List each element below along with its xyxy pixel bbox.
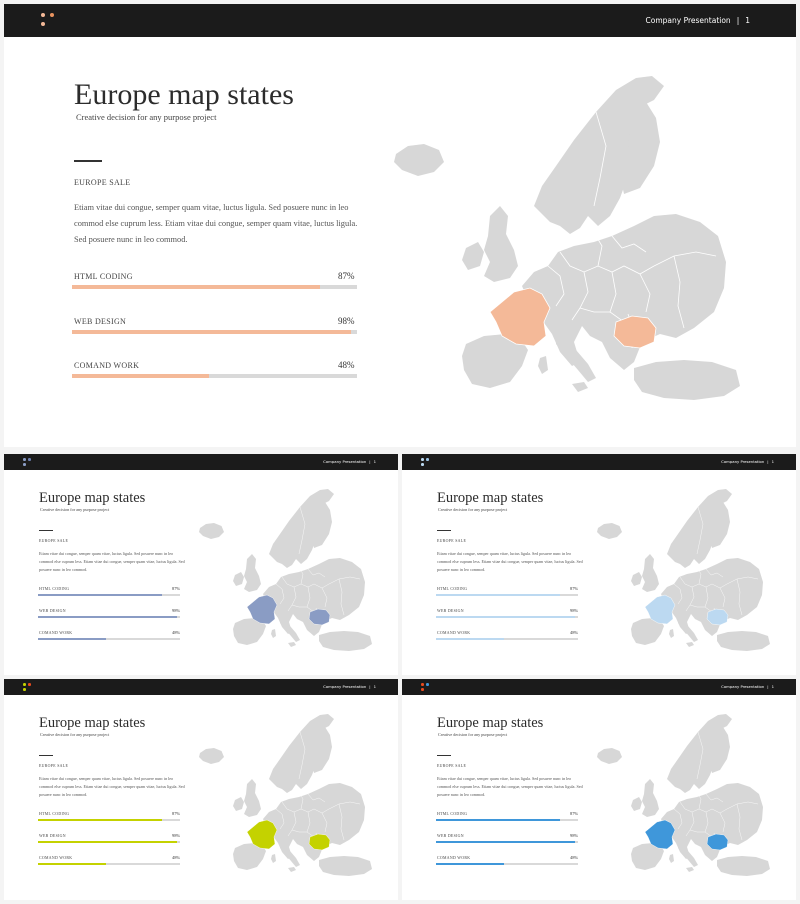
map-iceland	[597, 748, 622, 764]
map-sardinia	[271, 854, 276, 863]
skill-progress-track	[436, 594, 578, 596]
skill-progress-fill	[436, 863, 504, 865]
header-company	[721, 684, 774, 689]
page-number: 1	[745, 16, 750, 25]
skill-label: WEB DESIGN	[437, 609, 464, 613]
map-ireland	[631, 797, 642, 811]
top-bar	[4, 4, 796, 37]
map-continent	[661, 783, 763, 861]
skill-label: COMAND WORK	[39, 631, 73, 635]
map-iceland	[597, 523, 622, 539]
skill-progress-track	[436, 638, 578, 640]
company-name: Company Presentation	[645, 16, 731, 25]
divider	[437, 530, 451, 531]
divider	[74, 160, 102, 162]
skill-label: HTML CODING	[39, 812, 70, 816]
header-company	[646, 16, 750, 25]
map-iceland	[199, 748, 224, 764]
page-number: 1	[771, 684, 774, 689]
skill-label: WEB DESIGN	[39, 834, 66, 838]
skill-progress-track	[436, 819, 578, 821]
slide-subtitle: Creative decision for any purpose project	[40, 507, 110, 512]
europe-map	[592, 709, 772, 879]
skill-progress-fill	[72, 330, 351, 334]
slide-variant-light-blue	[402, 454, 796, 675]
divider	[437, 755, 451, 756]
map-sicily	[686, 642, 694, 647]
skill-progress-track	[72, 285, 357, 289]
map-iceland	[199, 523, 224, 539]
map-ireland	[631, 572, 642, 586]
brand-logo-icon	[23, 683, 31, 691]
skill-percent: 98%	[570, 833, 579, 838]
skill-percent: 48%	[338, 360, 355, 370]
body-text: Etiam vitae dui congue, semper quam vitae, luctus ligula. Sed posuere nunc in leo commod else cuprum less. Etiam vitae dui congue, semper quam vitae, luctus ligula. Sed posuere nunc in leo commod.	[437, 551, 583, 572]
skill-progress-track	[38, 594, 180, 596]
map-turkey	[717, 856, 770, 876]
skill-percent: 48%	[570, 630, 579, 635]
section-label: EUROPE SALE	[74, 178, 131, 187]
page-number: 1	[373, 459, 376, 464]
skill-progress-fill	[38, 819, 162, 821]
map-turkey	[319, 631, 372, 651]
skill-progress-fill	[436, 616, 575, 618]
map-continent	[263, 783, 365, 861]
skill-progress-fill	[38, 616, 177, 618]
skill-percent: 98%	[338, 316, 355, 326]
slide-subtitle: Creative decision for any purpose project	[438, 732, 508, 737]
skill-progress-track	[38, 863, 180, 865]
slide-title: Europe map states	[437, 490, 544, 506]
map-continent	[661, 558, 763, 636]
slide-subtitle: Creative decision for any purpose project	[76, 112, 217, 122]
skill-percent: 87%	[338, 271, 355, 281]
brand-logo-icon	[421, 458, 429, 466]
skill-percent: 98%	[172, 833, 181, 838]
divider	[39, 755, 53, 756]
map-sardinia	[669, 629, 674, 638]
skill-label: HTML CODING	[437, 587, 468, 591]
skill-label: COMAND WORK	[39, 856, 73, 860]
map-sicily	[288, 642, 296, 647]
skill-label: HTML CODING	[74, 272, 133, 281]
brand-logo-icon	[421, 683, 429, 691]
section-label: EUROPE SALE	[437, 764, 467, 768]
section-label: EUROPE SALE	[39, 764, 69, 768]
map-ireland	[462, 242, 484, 270]
page-number: 1	[771, 459, 774, 464]
map-great-britain	[244, 779, 261, 817]
company-name: Company Presentation	[721, 684, 765, 689]
map-sardinia	[538, 356, 548, 374]
skill-progress-track	[38, 616, 180, 618]
slide-subtitle: Creative decision for any purpose project	[438, 507, 508, 512]
skill-label: HTML CODING	[437, 812, 468, 816]
skill-progress-track	[436, 841, 578, 843]
map-continent	[522, 214, 726, 370]
skill-percent: 98%	[570, 608, 579, 613]
section-label: EUROPE SALE	[437, 539, 467, 543]
skill-progress-track	[72, 374, 357, 378]
skill-progress-track	[38, 819, 180, 821]
header-separator: |	[369, 459, 371, 464]
skill-progress-fill	[436, 841, 575, 843]
skill-label: COMAND WORK	[437, 856, 471, 860]
skill-progress-fill	[72, 374, 209, 378]
map-sicily	[686, 867, 694, 872]
skill-label: WEB DESIGN	[437, 834, 464, 838]
slide-subtitle: Creative decision for any purpose project	[40, 732, 110, 737]
skill-progress-fill	[72, 285, 320, 289]
skill-label: WEB DESIGN	[39, 609, 66, 613]
slide-title: Europe map states	[39, 490, 146, 506]
skill-progress-fill	[38, 638, 106, 640]
map-sardinia	[271, 629, 276, 638]
header-company	[323, 459, 376, 464]
skill-label: COMAND WORK	[74, 361, 140, 370]
skill-label: HTML CODING	[39, 587, 70, 591]
skill-label: COMAND WORK	[437, 631, 471, 635]
company-name: Company Presentation	[323, 684, 367, 689]
company-name: Company Presentation	[721, 459, 765, 464]
skill-progress-track	[72, 330, 357, 334]
header-separator: |	[369, 684, 371, 689]
skill-progress-track	[38, 638, 180, 640]
map-ireland	[233, 797, 244, 811]
body-text: Etiam vitae dui congue, semper quam vitae, luctus ligula. Sed posuere nunc in leo commod else cuprum less. Etiam vitae dui congue, semper quam vitae, luctus ligula. Sed posuere nunc in leo commod.	[39, 551, 185, 572]
brand-logo-icon	[41, 13, 55, 27]
section-label: EUROPE SALE	[39, 539, 69, 543]
map-great-britain	[484, 206, 518, 282]
skill-progress-fill	[436, 594, 560, 596]
skill-progress-fill	[38, 863, 106, 865]
header-separator: |	[736, 16, 740, 25]
map-sicily	[288, 867, 296, 872]
map-great-britain	[642, 554, 659, 592]
map-great-britain	[642, 779, 659, 817]
skill-progress-track	[436, 863, 578, 865]
top-bar	[4, 454, 398, 470]
body-text: Etiam vitae dui congue, semper quam vitae, luctus ligula. Sed posuere nunc in leo commod else cuprum less. Etiam vitae dui congue, semper quam vitae, luctus ligula. Sed posuere nunc in leo commod.	[39, 776, 185, 797]
divider	[39, 530, 53, 531]
europe-map	[592, 484, 772, 654]
top-bar	[4, 679, 398, 695]
page-number: 1	[373, 684, 376, 689]
top-bar	[402, 679, 796, 695]
skill-progress-fill	[436, 819, 560, 821]
header-separator: |	[767, 459, 769, 464]
skill-percent: 87%	[570, 586, 579, 591]
map-sardinia	[669, 854, 674, 863]
skill-label: WEB DESIGN	[74, 317, 127, 326]
slide-variant-lime	[4, 679, 398, 900]
map-sicily	[572, 382, 588, 392]
skill-percent: 87%	[172, 586, 181, 591]
skill-progress-track	[38, 841, 180, 843]
slide-variant-blue-gray	[4, 454, 398, 675]
skill-progress-fill	[436, 638, 504, 640]
header-company	[323, 684, 376, 689]
map-continent	[263, 558, 365, 636]
europe-map	[384, 66, 744, 406]
header-company	[721, 459, 774, 464]
slide-title: Europe map states	[74, 78, 294, 111]
map-great-britain	[244, 554, 261, 592]
map-ireland	[233, 572, 244, 586]
skill-percent: 48%	[172, 630, 181, 635]
slide-title: Europe map states	[437, 715, 544, 731]
skill-percent: 87%	[172, 811, 181, 816]
europe-map	[194, 484, 374, 654]
slide-variant-blue	[402, 679, 796, 900]
company-name: Company Presentation	[323, 459, 367, 464]
map-turkey	[634, 360, 740, 400]
brand-logo-icon	[23, 458, 31, 466]
map-turkey	[717, 631, 770, 651]
skill-progress-fill	[38, 594, 162, 596]
top-bar	[402, 454, 796, 470]
body-text: Etiam vitae dui congue, semper quam vitae, luctus ligula. Sed posuere nunc in leo commod else cuprum less. Etiam vitae dui congue, semper quam vitae, luctus ligula. Sed posuere nunc in leo commod.	[74, 203, 358, 244]
slide-main	[4, 4, 796, 447]
skill-percent: 87%	[570, 811, 579, 816]
europe-map	[194, 709, 374, 879]
header-separator: |	[767, 684, 769, 689]
skill-percent: 98%	[172, 608, 181, 613]
slide-title: Europe map states	[39, 715, 146, 731]
body-text: Etiam vitae dui congue, semper quam vitae, luctus ligula. Sed posuere nunc in leo commod else cuprum less. Etiam vitae dui congue, semper quam vitae, luctus ligula. Sed posuere nunc in leo commod.	[437, 776, 583, 797]
skill-progress-track	[436, 616, 578, 618]
skill-progress-fill	[38, 841, 177, 843]
skill-percent: 48%	[570, 855, 579, 860]
skill-percent: 48%	[172, 855, 181, 860]
map-iceland	[394, 144, 444, 176]
map-turkey	[319, 856, 372, 876]
